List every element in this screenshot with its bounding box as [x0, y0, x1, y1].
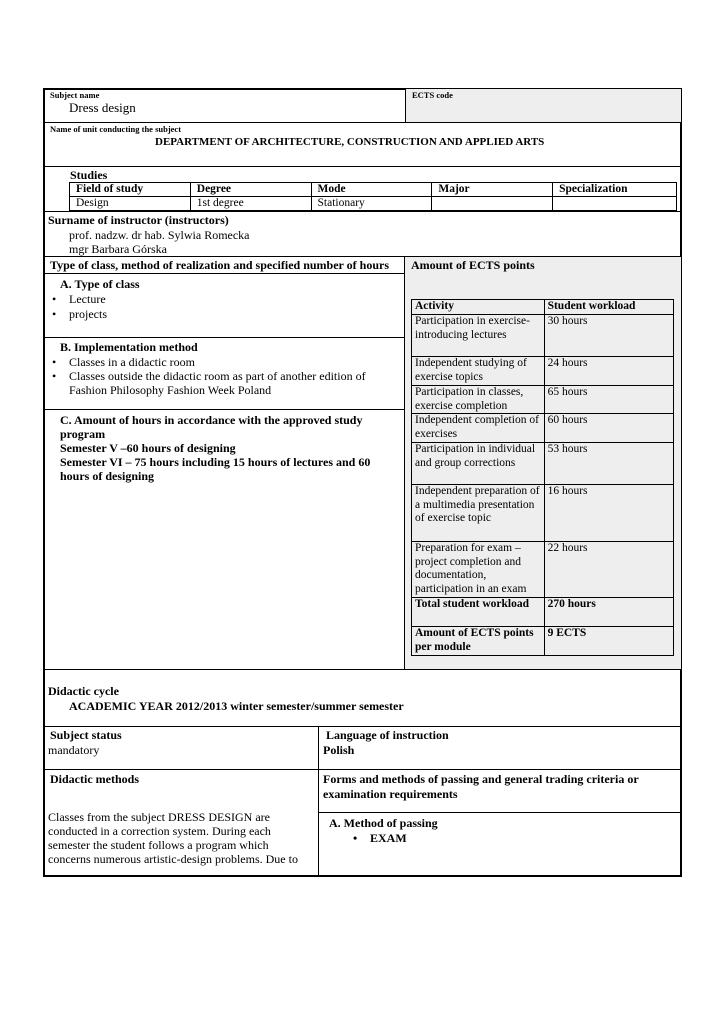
implementation-title: B. Implementation method: [60, 340, 198, 354]
didactic-cycle-value: ACADEMIC YEAR 2012/2013 winter semester/summer semester: [69, 699, 404, 713]
studies-header: Specialization: [553, 183, 677, 197]
studies-value: 1st degree: [190, 197, 311, 211]
divider: [44, 726, 681, 727]
studies-table: [69, 182, 677, 211]
workload-cell: 60 hours: [544, 414, 673, 443]
activity-cell: Independent preparation of a multimedia presentation of exercise topic: [412, 485, 545, 542]
language-label: Language of instruction: [326, 728, 449, 742]
ects-points-value: 9 ECTS: [544, 627, 673, 656]
studies-value: [432, 197, 553, 211]
divider: [44, 669, 681, 670]
workload-cell: 16 hours: [544, 485, 673, 542]
total-workload-label: Total student workload: [412, 598, 545, 627]
subject-status-value: mandatory: [48, 743, 100, 757]
instructors-label: Surname of instructor (instructors): [48, 213, 229, 227]
divider: [44, 409, 404, 410]
activity-cell: Independent completion of exercises: [412, 414, 545, 443]
list-item: • projects: [49, 307, 107, 322]
total-workload-value: 270 hours: [544, 598, 673, 627]
divider: [44, 273, 404, 274]
studies-header: Major: [432, 183, 553, 197]
unit-label: Name of unit conducting the subject: [50, 124, 182, 134]
divider: [44, 769, 681, 770]
didactic-cycle-label: Didactic cycle: [48, 684, 119, 698]
list-item: • Classes in a didactic room: [49, 355, 389, 369]
didactic-methods-text: Classes from the subject DRESS DESIGN are conducted in a correction system. During each semester the student follows a program which concerns numerous artistic-design problems. Due to: [48, 810, 298, 866]
studies-header: Degree: [190, 183, 311, 197]
divider: [319, 812, 681, 813]
instructor-name: mgr Barbara Górska: [69, 242, 167, 256]
activity-cell: Participation in individual and group corrections: [412, 443, 545, 485]
subject-name-label: Subject name: [50, 90, 100, 100]
divider: [44, 211, 681, 212]
hours-semester-vi: Semester VI – 75 hours including 15 hours of lectures and 60 hours of designing: [60, 455, 371, 483]
workload-column-header: Student workload: [544, 300, 673, 315]
class-info-header: Type of class, method of realization and specified number of hours: [50, 258, 390, 272]
ects-points-label: Amount of ECTS points per module: [412, 627, 545, 656]
didactic-methods-label: Didactic methods: [50, 772, 139, 786]
type-of-class-list: [49, 292, 107, 322]
hours-semester-v: Semester V –60 hours of designing: [60, 441, 236, 455]
activity-cell: Participation in classes, exercise completion: [412, 386, 545, 414]
workload-cell: 65 hours: [544, 386, 673, 414]
implementation-list: [49, 355, 389, 397]
forms-label: Forms and methods of passing and general trading criteria or examination requirements: [323, 772, 639, 801]
unit-name: DEPARTMENT OF ARCHITECTURE, CONSTRUCTION AND APPLIED ARTS: [155, 136, 545, 148]
method-of-passing-title: A. Method of passing: [329, 816, 438, 830]
divider: [44, 122, 681, 123]
workload-cell: 24 hours: [544, 357, 673, 386]
divider: [44, 337, 404, 338]
divider: [318, 726, 319, 876]
instructor-name: prof. nadzw. dr hab. Sylwia Romecka: [69, 228, 250, 242]
activity-cell: Preparation for exam – project completion and documentation, participation in an exam: [412, 542, 545, 598]
subject-status-label: Subject status: [50, 728, 122, 742]
activity-table: [411, 299, 674, 656]
list-item: • EXAM: [350, 831, 407, 846]
list-item: • Lecture: [49, 292, 107, 307]
studies-header: Field of study: [70, 183, 191, 197]
ects-header: Amount of ECTS points: [411, 258, 535, 272]
workload-cell: 53 hours: [544, 443, 673, 485]
list-item: • Classes outside the didactic room as part of another edition of Fashion Philosophy Fashion Week Poland: [49, 369, 389, 397]
studies-title: Studies: [70, 168, 108, 182]
studies-header: Mode: [311, 183, 432, 197]
activity-cell: Participation in exercise-introducing lectures: [412, 315, 545, 357]
studies-value: [553, 197, 677, 211]
divider: [44, 166, 681, 167]
language-value: Polish: [323, 743, 355, 757]
workload-cell: 22 hours: [544, 542, 673, 598]
method-of-passing-list: [350, 831, 407, 846]
ects-code-label: ECTS code: [412, 90, 453, 100]
activity-column-header: Activity: [412, 300, 545, 315]
studies-value: Stationary: [311, 197, 432, 211]
activity-cell: Independent studying of exercise topics: [412, 357, 545, 386]
subject-name-value: Dress design: [69, 100, 136, 115]
studies-value: Design: [70, 197, 191, 211]
workload-cell: 30 hours: [544, 315, 673, 357]
type-of-class-title: A. Type of class: [60, 277, 140, 291]
hours-title: C. Amount of hours in accordance with the approved study program: [60, 413, 363, 441]
